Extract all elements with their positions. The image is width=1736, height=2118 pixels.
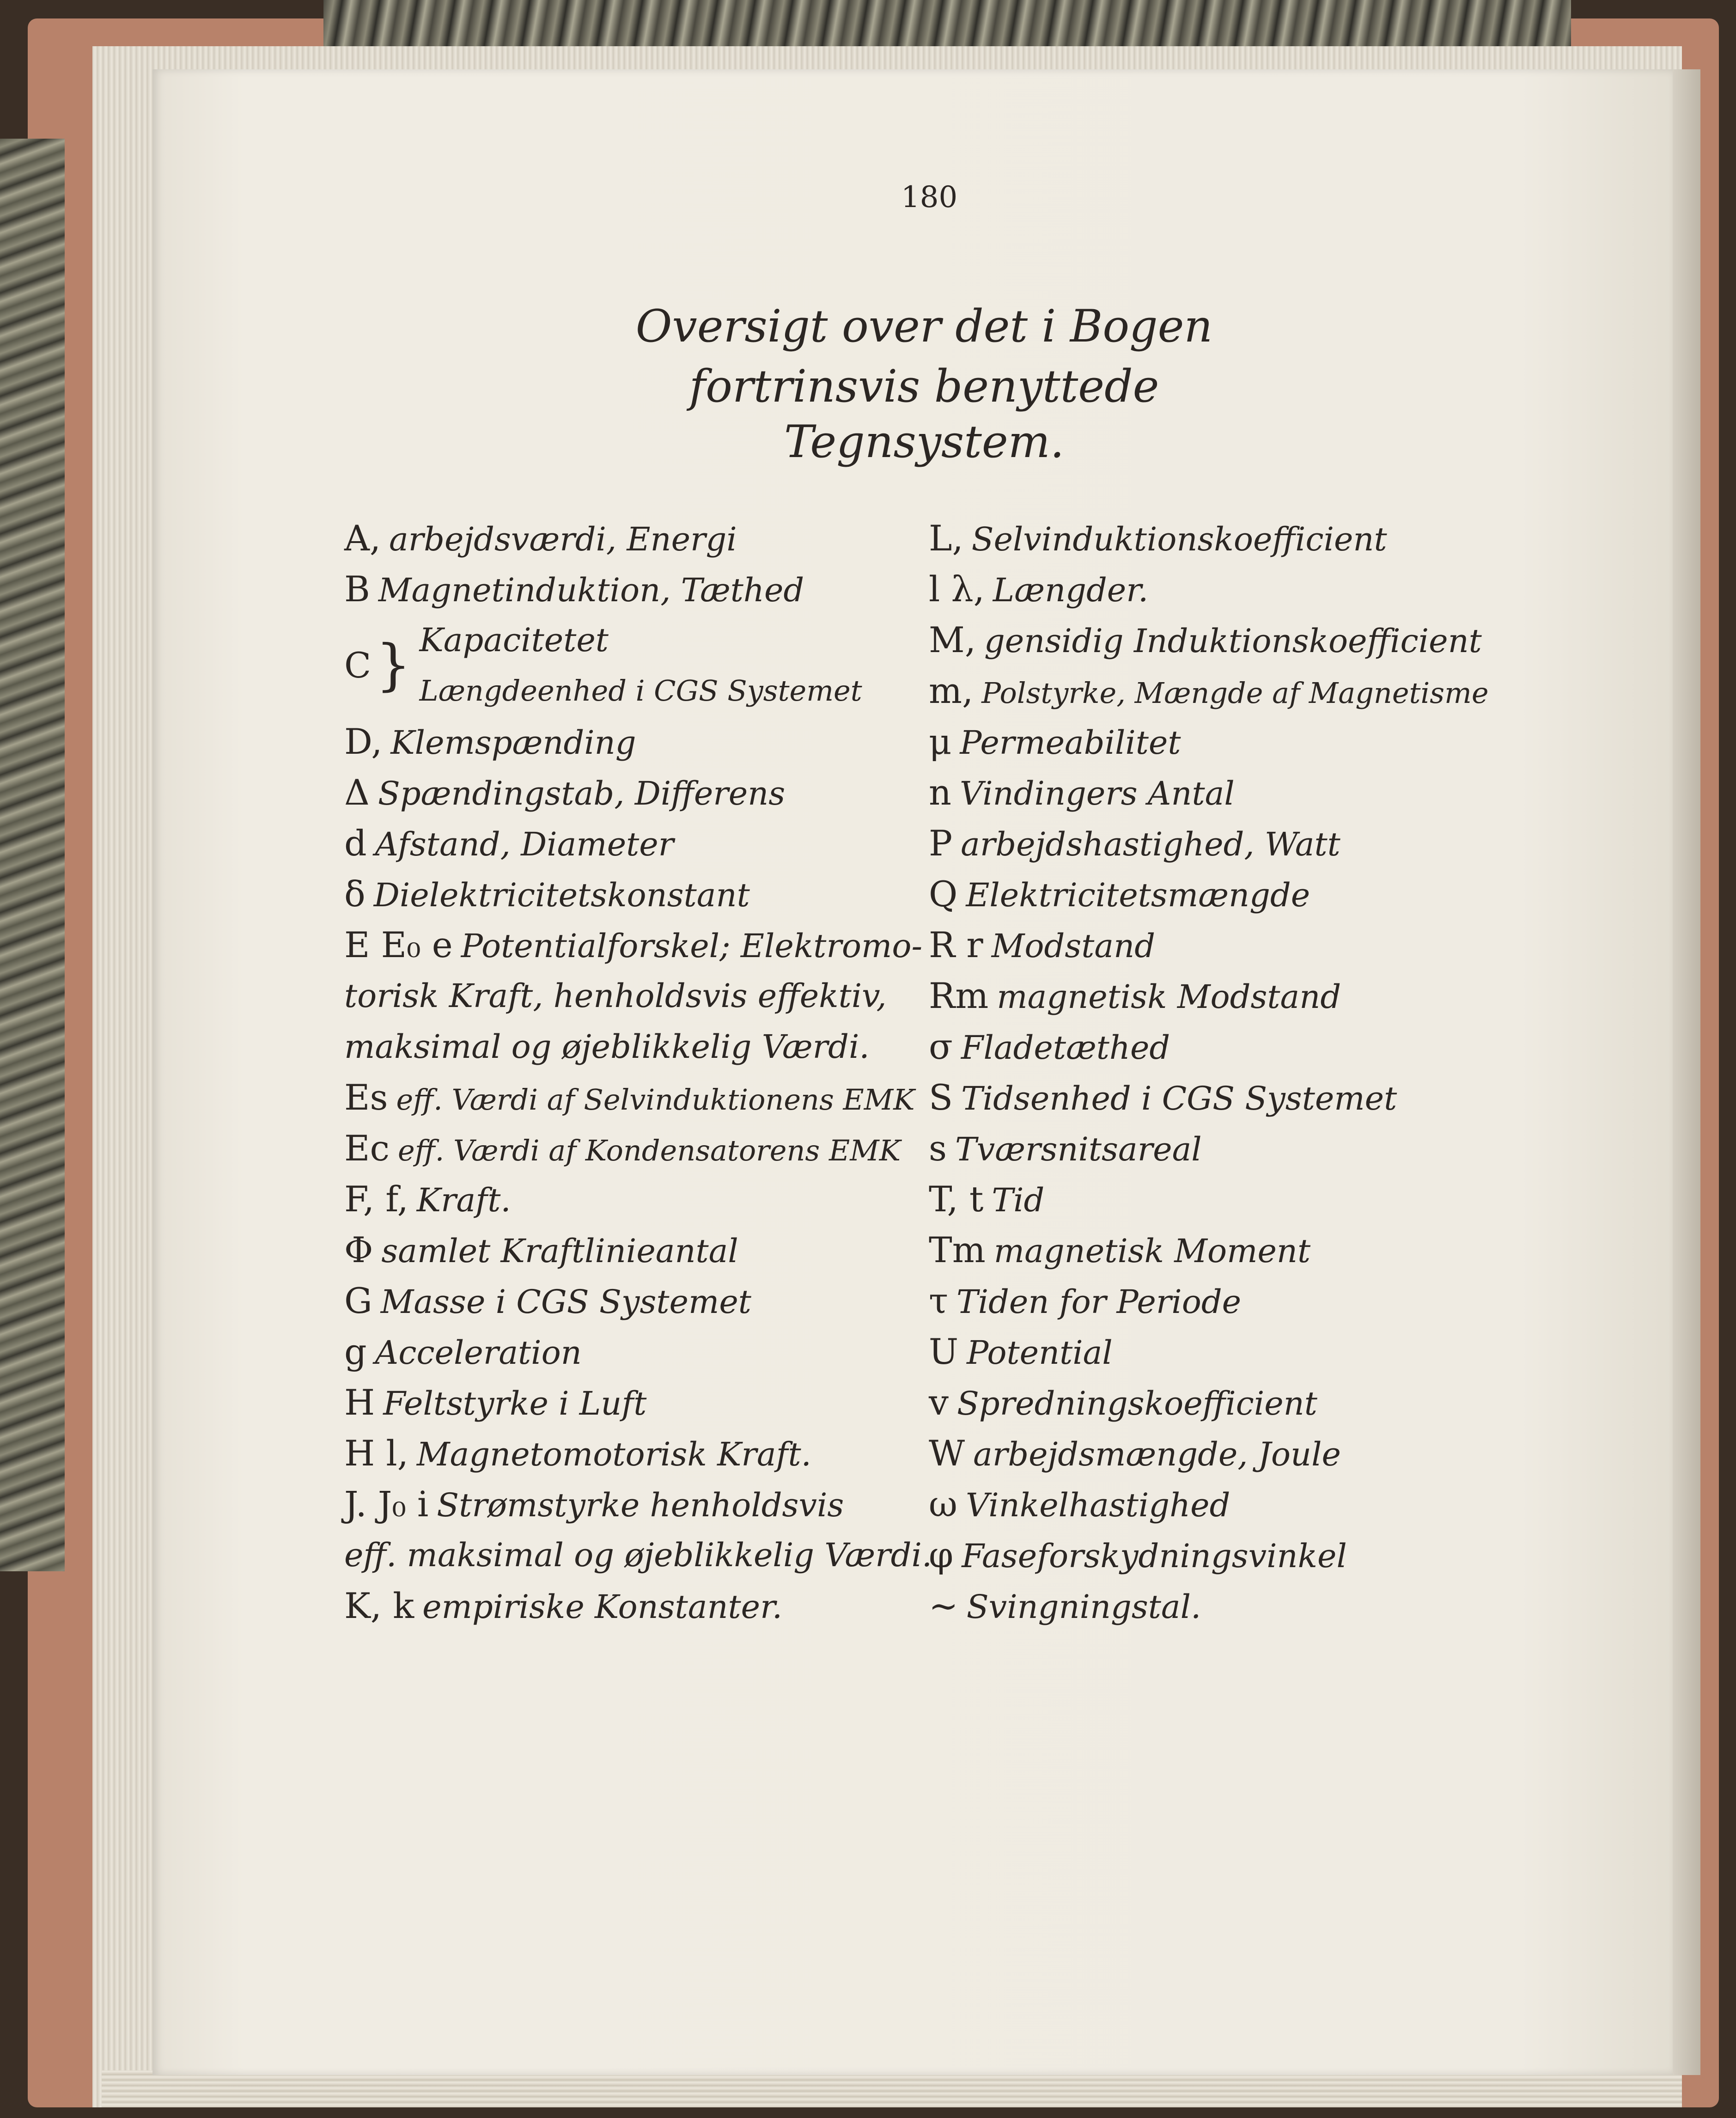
symbol: L, <box>929 518 963 559</box>
description: Vindingers Antal <box>959 775 1235 812</box>
list-item <box>344 615 931 716</box>
symbol: Φ <box>344 1229 373 1270</box>
list-item <box>929 1530 1543 1581</box>
list-item <box>344 716 931 767</box>
list-item <box>929 513 1543 564</box>
description: Polstyrke, Mængde af Magnetisme <box>981 676 1489 710</box>
list-item <box>929 818 1543 869</box>
right-symbol-column <box>929 513 1543 1631</box>
list-item <box>344 1428 931 1479</box>
title-line-3: Tegnsystem. <box>784 416 1065 468</box>
symbol: Rm <box>929 975 989 1016</box>
symbol: U <box>929 1331 959 1372</box>
list-item <box>344 1377 931 1428</box>
symbol: D, <box>344 721 383 762</box>
description: Kapacitetet <box>419 621 609 659</box>
description: Magnetomotorisk Kraft. <box>416 1435 811 1473</box>
page-stack-bottom-edge <box>102 2070 1682 2107</box>
description: eff. maksimal og øjeblikkelig Værdi. <box>344 1536 932 1574</box>
list-item <box>929 970 1543 1021</box>
symbol: S <box>929 1077 953 1118</box>
symbol: v <box>929 1382 949 1423</box>
list-item <box>929 615 1543 665</box>
description: Svingningstal. <box>966 1588 1201 1626</box>
list-item <box>344 1479 931 1530</box>
symbol: σ <box>929 1026 953 1067</box>
marbled-edge <box>0 139 65 1571</box>
list-item <box>929 1326 1543 1377</box>
symbol: Q <box>929 873 958 915</box>
symbol: K, k <box>344 1585 414 1626</box>
list-item <box>344 920 931 970</box>
list-item <box>929 564 1543 615</box>
description: Masse i CGS Systemet <box>380 1283 751 1321</box>
symbol: T, t <box>929 1178 984 1220</box>
list-item <box>929 1581 1543 1631</box>
description: Magnetinduktion, Tæthed <box>378 571 804 609</box>
description: Kraft. <box>416 1181 511 1219</box>
symbol: H l, <box>344 1433 408 1474</box>
title-line-1: Oversigt over det i Bogen <box>635 300 1213 352</box>
list-item <box>344 513 931 564</box>
marbled-top-edge <box>323 0 1571 46</box>
symbol: g <box>344 1331 367 1372</box>
description: eff. Værdi af Selvinduktionens EMK <box>396 1083 915 1117</box>
list-item <box>344 1326 931 1377</box>
symbol: Ec <box>344 1128 390 1169</box>
symbol: Es <box>344 1077 388 1118</box>
description: Tidsenhed i CGS Systemet <box>961 1080 1397 1117</box>
symbol: s <box>929 1128 947 1169</box>
list-item <box>929 1174 1543 1225</box>
symbol: ω <box>929 1483 957 1525</box>
description: empiriske Konstanter. <box>422 1588 783 1626</box>
list-item <box>344 767 931 818</box>
title-line-2: fortrinsvis benyttede <box>689 360 1159 412</box>
symbol: m, <box>929 670 974 711</box>
symbol: n <box>929 772 951 813</box>
page-right-edge <box>1673 69 1700 2075</box>
symbol: l λ, <box>929 568 985 610</box>
description: magnetisk Modstand <box>997 978 1341 1016</box>
symbol: Tm <box>929 1229 986 1270</box>
description: Potential <box>967 1334 1113 1372</box>
description: magnetisk Moment <box>993 1232 1311 1270</box>
list-item <box>344 1072 931 1123</box>
symbol: τ <box>929 1280 949 1321</box>
list-item <box>929 1021 1543 1072</box>
page-number: 180 <box>901 180 958 214</box>
list-item <box>344 1225 931 1276</box>
symbol: M, <box>929 619 976 660</box>
description: Modstand <box>991 927 1156 965</box>
list-item <box>344 1530 931 1581</box>
symbol: A, <box>344 518 381 559</box>
symbol: Δ <box>344 772 370 813</box>
symbol: W <box>929 1433 965 1474</box>
list-item <box>929 1225 1543 1276</box>
description: arbejdsværdi, Energi <box>389 520 737 558</box>
left-symbol-column <box>344 513 931 1631</box>
symbol: F, f, <box>344 1178 408 1220</box>
description: Potentialforskel; Elektromo- <box>461 927 923 965</box>
description: arbejdsmængde, Joule <box>973 1435 1341 1473</box>
description: Længder. <box>993 571 1149 609</box>
symbol: J. J₀ i <box>344 1483 429 1525</box>
description: torisk Kraft, henholdsvis effektiv, <box>344 977 887 1015</box>
description: Elektricitetsmængde <box>966 876 1310 914</box>
description: Faseforskydningsvinkel <box>962 1537 1347 1575</box>
list-item <box>929 869 1543 920</box>
list-item <box>929 1123 1543 1174</box>
description: maksimal og øjeblikkelig Værdi. <box>344 1028 870 1066</box>
symbol: R r <box>929 924 983 965</box>
brace-lines <box>420 615 862 716</box>
symbol: μ <box>929 721 952 762</box>
description: eff. Værdi af Kondensatorens EMK <box>398 1134 901 1167</box>
list-item <box>344 1581 931 1631</box>
symbol: H <box>344 1382 375 1423</box>
description: Spredningskoefficient <box>956 1385 1317 1422</box>
symbol: P <box>929 823 953 864</box>
description: Feltstyrke i Luft <box>383 1385 647 1422</box>
list-item <box>929 767 1543 818</box>
list-item <box>929 920 1543 970</box>
description: Strømstyrke henholdsvis <box>437 1486 844 1524</box>
description: Spændingstab, Differens <box>378 775 786 812</box>
symbol: G <box>344 1280 372 1321</box>
list-item <box>344 564 931 615</box>
list-item <box>344 1276 931 1326</box>
description: Længdeenhed i CGS Systemet <box>419 674 862 708</box>
description: Tiden for Periode <box>956 1283 1242 1321</box>
list-item <box>929 665 1543 716</box>
description: gensidig Induktionskoefficient <box>984 622 1482 660</box>
symbol: B <box>344 568 370 610</box>
list-item <box>929 716 1543 767</box>
list-item <box>929 1377 1543 1428</box>
symbol: E E₀ e <box>344 924 453 965</box>
description: samlet Kraftlinieantal <box>381 1232 738 1270</box>
description: Permeabilitet <box>960 724 1181 762</box>
description: Tid <box>992 1181 1045 1219</box>
list-item <box>929 1479 1543 1530</box>
brace-glyph: } <box>376 633 411 697</box>
list-item <box>929 1276 1543 1326</box>
description: Acceleration <box>375 1334 582 1372</box>
description: arbejdshastighed, Watt <box>961 825 1340 863</box>
symbol: ∼ <box>929 1585 958 1626</box>
list-item <box>344 1123 931 1174</box>
list-item <box>344 1021 931 1072</box>
list-item <box>344 818 931 869</box>
description: Tværsnitsareal <box>955 1130 1202 1168</box>
list-item <box>344 869 931 920</box>
symbol: C <box>344 645 372 686</box>
list-item <box>929 1428 1543 1479</box>
description: Selvinduktionskoefficient <box>971 520 1387 558</box>
symbol: φ <box>929 1534 954 1575</box>
symbol: δ <box>344 873 365 915</box>
list-item <box>344 1174 931 1225</box>
list-item <box>344 970 931 1021</box>
symbol: d <box>344 823 367 864</box>
description: Fladetæthed <box>961 1029 1170 1067</box>
description: Klemspænding <box>390 724 636 762</box>
description: Vinkelhastighed <box>965 1486 1230 1524</box>
list-item <box>929 1072 1543 1123</box>
description: Dielektricitetskonstant <box>373 876 750 914</box>
description: Afstand, Diameter <box>375 825 674 863</box>
